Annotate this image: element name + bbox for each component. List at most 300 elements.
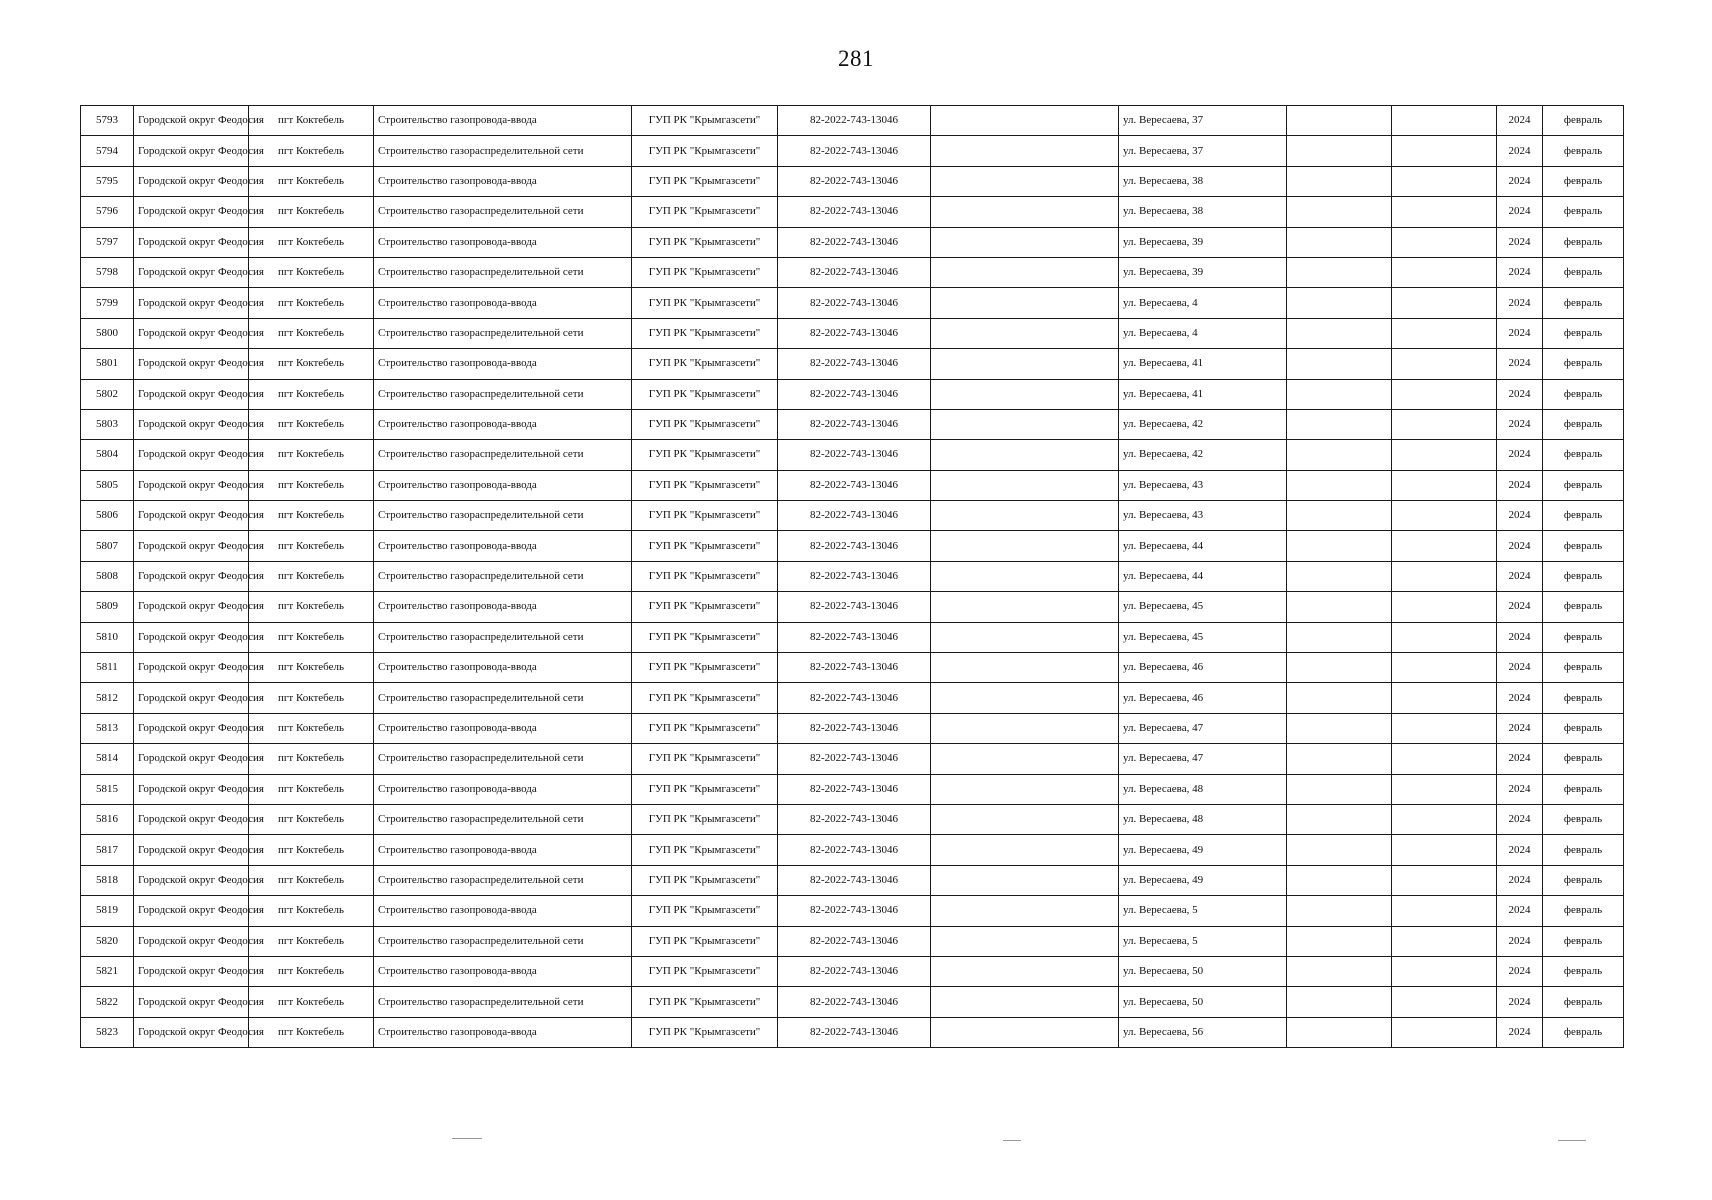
empty-cell [1392,987,1497,1017]
year-cell: 2024 [1497,166,1543,196]
month-cell: февраль [1543,896,1624,926]
code-cell: 82-2022-743-13046 [778,318,931,348]
empty-cell [1392,379,1497,409]
empty-cell [931,956,1119,986]
district-cell: Городской округ Феодосия [134,470,249,500]
year-cell: 2024 [1497,896,1543,926]
address-cell: ул. Вересаева, 39 [1119,257,1287,287]
empty-cell [1392,804,1497,834]
code-cell: 82-2022-743-13046 [778,774,931,804]
district-cell: Городской округ Феодосия [134,318,249,348]
empty-cell [1287,227,1392,257]
settlement-cell: пгт Коктебель [249,896,374,926]
empty-cell [1392,409,1497,439]
empty-cell [1392,926,1497,956]
code-cell: 82-2022-743-13046 [778,896,931,926]
work-type-cell: Строительство газораспределительной сети [374,257,632,287]
organization-cell: ГУП РК "Крымгазсети" [632,379,778,409]
page-number: 281 [838,46,874,71]
table-row [81,804,1624,834]
row-number-cell: 5817 [81,835,134,865]
code-cell: 82-2022-743-13046 [778,987,931,1017]
month-cell: февраль [1543,136,1624,166]
empty-cell [931,349,1119,379]
year-cell: 2024 [1497,379,1543,409]
empty-cell [931,166,1119,196]
year-cell: 2024 [1497,257,1543,287]
organization-cell: ГУП РК "Крымгазсети" [632,956,778,986]
year-cell: 2024 [1497,106,1543,136]
table-row [81,379,1624,409]
empty-cell [931,257,1119,287]
empty-cell [931,683,1119,713]
district-cell: Городской округ Феодосия [134,713,249,743]
work-type-cell: Строительство газораспределительной сети [374,318,632,348]
address-cell: ул. Вересаева, 38 [1119,166,1287,196]
empty-cell [1287,804,1392,834]
empty-cell [1287,501,1392,531]
address-cell: ул. Вересаева, 46 [1119,653,1287,683]
row-number-cell: 5806 [81,501,134,531]
address-cell: ул. Вересаева, 37 [1119,136,1287,166]
month-cell: февраль [1543,683,1624,713]
table-row [81,349,1624,379]
organization-cell: ГУП РК "Крымгазсети" [632,136,778,166]
row-number-cell: 5810 [81,622,134,652]
district-cell: Городской округ Феодосия [134,653,249,683]
address-cell: ул. Вересаева, 39 [1119,227,1287,257]
address-cell: ул. Вересаева, 41 [1119,349,1287,379]
district-cell: Городской округ Феодосия [134,774,249,804]
year-cell: 2024 [1497,956,1543,986]
table-row [81,561,1624,591]
month-cell: февраль [1543,926,1624,956]
district-cell: Городской округ Феодосия [134,227,249,257]
table-row [81,166,1624,196]
month-cell: февраль [1543,349,1624,379]
row-number-cell: 5819 [81,896,134,926]
table-row [81,531,1624,561]
row-number-cell: 5807 [81,531,134,561]
settlement-cell: пгт Коктебель [249,349,374,379]
address-cell: ул. Вересаева, 44 [1119,561,1287,591]
empty-cell [1392,622,1497,652]
table-row [81,926,1624,956]
settlement-cell: пгт Коктебель [249,409,374,439]
work-type-cell: Строительство газопровода-ввода [374,774,632,804]
work-type-cell: Строительство газопровода-ввода [374,349,632,379]
year-cell: 2024 [1497,683,1543,713]
work-type-cell: Строительство газопровода-ввода [374,592,632,622]
table-row [81,106,1624,136]
settlement-cell: пгт Коктебель [249,501,374,531]
settlement-cell: пгт Коктебель [249,106,374,136]
month-cell: февраль [1543,318,1624,348]
table-row [81,835,1624,865]
empty-cell [1392,896,1497,926]
organization-cell: ГУП РК "Крымгазсети" [632,653,778,683]
district-cell: Городской округ Феодосия [134,166,249,196]
month-cell: февраль [1543,197,1624,227]
row-number-cell: 5800 [81,318,134,348]
month-cell: февраль [1543,470,1624,500]
district-cell: Городской округ Феодосия [134,804,249,834]
empty-cell [931,106,1119,136]
district-cell: Городской округ Феодосия [134,531,249,561]
year-cell: 2024 [1497,774,1543,804]
empty-cell [931,926,1119,956]
row-number-cell: 5793 [81,106,134,136]
district-cell: Городской округ Феодосия [134,106,249,136]
year-cell: 2024 [1497,561,1543,591]
work-type-cell: Строительство газораспределительной сети [374,622,632,652]
empty-cell [1392,166,1497,196]
empty-cell [1287,257,1392,287]
empty-cell [1392,744,1497,774]
empty-cell [1287,835,1392,865]
row-number-cell: 5794 [81,136,134,166]
month-cell: февраль [1543,501,1624,531]
empty-cell [1287,349,1392,379]
district-cell: Городской округ Феодосия [134,136,249,166]
settlement-cell: пгт Коктебель [249,774,374,804]
work-type-cell: Строительство газопровода-ввода [374,713,632,743]
work-type-cell: Строительство газораспределительной сети [374,804,632,834]
code-cell: 82-2022-743-13046 [778,440,931,470]
row-number-cell: 5798 [81,257,134,287]
month-cell: февраль [1543,956,1624,986]
year-cell: 2024 [1497,865,1543,895]
empty-cell [1287,956,1392,986]
empty-cell [1392,835,1497,865]
district-cell: Городской округ Феодосия [134,744,249,774]
work-type-cell: Строительство газопровода-ввода [374,227,632,257]
empty-cell [1287,197,1392,227]
work-type-cell: Строительство газопровода-ввода [374,166,632,196]
empty-cell [1287,774,1392,804]
organization-cell: ГУП РК "Крымгазсети" [632,713,778,743]
district-cell: Городской округ Феодосия [134,926,249,956]
code-cell: 82-2022-743-13046 [778,227,931,257]
code-cell: 82-2022-743-13046 [778,713,931,743]
settlement-cell: пгт Коктебель [249,713,374,743]
address-cell: ул. Вересаева, 48 [1119,774,1287,804]
organization-cell: ГУП РК "Крымгазсети" [632,531,778,561]
code-cell: 82-2022-743-13046 [778,197,931,227]
settlement-cell: пгт Коктебель [249,531,374,561]
organization-cell: ГУП РК "Крымгазсети" [632,744,778,774]
empty-cell [931,987,1119,1017]
month-cell: февраль [1543,379,1624,409]
table-row [81,683,1624,713]
month-cell: февраль [1543,804,1624,834]
empty-cell [1392,592,1497,622]
settlement-cell: пгт Коктебель [249,683,374,713]
empty-cell [1287,409,1392,439]
empty-cell [1287,166,1392,196]
month-cell: февраль [1543,106,1624,136]
organization-cell: ГУП РК "Крымгазсети" [632,774,778,804]
empty-cell [1392,197,1497,227]
month-cell: февраль [1543,288,1624,318]
code-cell: 82-2022-743-13046 [778,106,931,136]
code-cell: 82-2022-743-13046 [778,804,931,834]
table-row [81,865,1624,895]
empty-cell [1287,561,1392,591]
code-cell: 82-2022-743-13046 [778,865,931,895]
empty-cell [931,136,1119,166]
district-cell: Городской округ Феодосия [134,865,249,895]
month-cell: февраль [1543,227,1624,257]
month-cell: февраль [1543,835,1624,865]
empty-cell [1392,531,1497,561]
work-type-cell: Строительство газораспределительной сети [374,136,632,166]
empty-cell [1287,318,1392,348]
year-cell: 2024 [1497,288,1543,318]
empty-cell [931,288,1119,318]
month-cell: февраль [1543,592,1624,622]
table-row [81,987,1624,1017]
address-cell: ул. Вересаева, 37 [1119,106,1287,136]
settlement-cell: пгт Коктебель [249,804,374,834]
district-cell: Городской округ Феодосия [134,288,249,318]
address-cell: ул. Вересаева, 38 [1119,197,1287,227]
code-cell: 82-2022-743-13046 [778,835,931,865]
district-cell: Городской округ Феодосия [134,409,249,439]
registry-table [80,105,1624,1048]
scan-artifact [452,1138,482,1139]
settlement-cell: пгт Коктебель [249,865,374,895]
year-cell: 2024 [1497,835,1543,865]
empty-cell [1392,257,1497,287]
empty-cell [1287,926,1392,956]
row-number-cell: 5818 [81,865,134,895]
work-type-cell: Строительство газопровода-ввода [374,653,632,683]
table-row [81,622,1624,652]
settlement-cell: пгт Коктебель [249,1017,374,1047]
empty-cell [1392,106,1497,136]
code-cell: 82-2022-743-13046 [778,257,931,287]
settlement-cell: пгт Коктебель [249,470,374,500]
work-type-cell: Строительство газопровода-ввода [374,409,632,439]
empty-cell [1392,956,1497,986]
empty-cell [1287,896,1392,926]
year-cell: 2024 [1497,227,1543,257]
address-cell: ул. Вересаева, 50 [1119,956,1287,986]
month-cell: февраль [1543,653,1624,683]
empty-cell [1287,106,1392,136]
work-type-cell: Строительство газораспределительной сети [374,561,632,591]
code-cell: 82-2022-743-13046 [778,926,931,956]
work-type-cell: Строительство газопровода-ввода [374,106,632,136]
row-number-cell: 5816 [81,804,134,834]
year-cell: 2024 [1497,622,1543,652]
empty-cell [931,197,1119,227]
row-number-cell: 5822 [81,987,134,1017]
address-cell: ул. Вересаева, 49 [1119,835,1287,865]
address-cell: ул. Вересаева, 46 [1119,683,1287,713]
month-cell: февраль [1543,744,1624,774]
settlement-cell: пгт Коктебель [249,622,374,652]
district-cell: Городской округ Феодосия [134,501,249,531]
scan-artifact [1003,1140,1021,1141]
empty-cell [1287,136,1392,166]
row-number-cell: 5797 [81,227,134,257]
empty-cell [1392,865,1497,895]
settlement-cell: пгт Коктебель [249,440,374,470]
empty-cell [931,379,1119,409]
month-cell: февраль [1543,166,1624,196]
row-number-cell: 5809 [81,592,134,622]
table-row [81,197,1624,227]
organization-cell: ГУП РК "Крымгазсети" [632,106,778,136]
code-cell: 82-2022-743-13046 [778,379,931,409]
empty-cell [1392,501,1497,531]
address-cell: ул. Вересаева, 43 [1119,501,1287,531]
address-cell: ул. Вересаева, 50 [1119,987,1287,1017]
row-number-cell: 5823 [81,1017,134,1047]
year-cell: 2024 [1497,744,1543,774]
address-cell: ул. Вересаева, 43 [1119,470,1287,500]
table-row [81,1017,1624,1047]
organization-cell: ГУП РК "Крымгазсети" [632,440,778,470]
code-cell: 82-2022-743-13046 [778,531,931,561]
settlement-cell: пгт Коктебель [249,926,374,956]
year-cell: 2024 [1497,318,1543,348]
address-cell: ул. Вересаева, 44 [1119,531,1287,561]
month-cell: февраль [1543,531,1624,561]
settlement-cell: пгт Коктебель [249,257,374,287]
address-cell: ул. Вересаева, 45 [1119,622,1287,652]
empty-cell [1392,318,1497,348]
empty-cell [1392,136,1497,166]
empty-cell [1392,288,1497,318]
row-number-cell: 5796 [81,197,134,227]
address-cell: ул. Вересаева, 42 [1119,409,1287,439]
empty-cell [1287,653,1392,683]
work-type-cell: Строительство газопровода-ввода [374,470,632,500]
empty-cell [1287,683,1392,713]
empty-cell [931,440,1119,470]
district-cell: Городской округ Феодосия [134,622,249,652]
district-cell: Городской округ Феодосия [134,835,249,865]
organization-cell: ГУП РК "Крымгазсети" [632,501,778,531]
empty-cell [931,592,1119,622]
year-cell: 2024 [1497,440,1543,470]
code-cell: 82-2022-743-13046 [778,166,931,196]
work-type-cell: Строительство газопровода-ввода [374,835,632,865]
empty-cell [1392,561,1497,591]
empty-cell [1287,987,1392,1017]
organization-cell: ГУП РК "Крымгазсети" [632,865,778,895]
empty-cell [1287,379,1392,409]
row-number-cell: 5808 [81,561,134,591]
empty-cell [1392,349,1497,379]
organization-cell: ГУП РК "Крымгазсети" [632,561,778,591]
empty-cell [931,531,1119,561]
table-row [81,592,1624,622]
district-cell: Городской округ Феодосия [134,379,249,409]
code-cell: 82-2022-743-13046 [778,1017,931,1047]
work-type-cell: Строительство газораспределительной сети [374,987,632,1017]
work-type-cell: Строительство газораспределительной сети [374,197,632,227]
code-cell: 82-2022-743-13046 [778,653,931,683]
code-cell: 82-2022-743-13046 [778,501,931,531]
settlement-cell: пгт Коктебель [249,956,374,986]
year-cell: 2024 [1497,531,1543,561]
district-cell: Городской округ Феодосия [134,956,249,986]
empty-cell [1392,713,1497,743]
empty-cell [931,865,1119,895]
code-cell: 82-2022-743-13046 [778,956,931,986]
settlement-cell: пгт Коктебель [249,227,374,257]
month-cell: февраль [1543,257,1624,287]
year-cell: 2024 [1497,470,1543,500]
row-number-cell: 5821 [81,956,134,986]
empty-cell [931,744,1119,774]
organization-cell: ГУП РК "Крымгазсети" [632,166,778,196]
address-cell: ул. Вересаева, 49 [1119,865,1287,895]
work-type-cell: Строительство газораспределительной сети [374,683,632,713]
address-cell: ул. Вересаева, 47 [1119,744,1287,774]
address-cell: ул. Вересаева, 5 [1119,896,1287,926]
year-cell: 2024 [1497,136,1543,166]
empty-cell [931,227,1119,257]
year-cell: 2024 [1497,987,1543,1017]
code-cell: 82-2022-743-13046 [778,409,931,439]
address-cell: ул. Вересаева, 4 [1119,288,1287,318]
table-row [81,318,1624,348]
empty-cell [1392,470,1497,500]
empty-cell [931,561,1119,591]
code-cell: 82-2022-743-13046 [778,561,931,591]
table-row [81,440,1624,470]
district-cell: Городской округ Феодосия [134,440,249,470]
settlement-cell: пгт Коктебель [249,318,374,348]
settlement-cell: пгт Коктебель [249,835,374,865]
district-cell: Городской округ Феодосия [134,349,249,379]
row-number-cell: 5802 [81,379,134,409]
code-cell: 82-2022-743-13046 [778,349,931,379]
empty-cell [1392,227,1497,257]
empty-cell [1392,774,1497,804]
work-type-cell: Строительство газораспределительной сети [374,379,632,409]
empty-cell [931,774,1119,804]
month-cell: февраль [1543,440,1624,470]
row-number-cell: 5805 [81,470,134,500]
year-cell: 2024 [1497,501,1543,531]
year-cell: 2024 [1497,653,1543,683]
address-cell: ул. Вересаева, 45 [1119,592,1287,622]
settlement-cell: пгт Коктебель [249,166,374,196]
empty-cell [931,804,1119,834]
organization-cell: ГУП РК "Крымгазсети" [632,622,778,652]
year-cell: 2024 [1497,197,1543,227]
empty-cell [1287,592,1392,622]
row-number-cell: 5812 [81,683,134,713]
code-cell: 82-2022-743-13046 [778,683,931,713]
district-cell: Городской округ Феодосия [134,987,249,1017]
empty-cell [931,896,1119,926]
empty-cell [1287,1017,1392,1047]
empty-cell [1287,622,1392,652]
month-cell: февраль [1543,561,1624,591]
empty-cell [931,713,1119,743]
settlement-cell: пгт Коктебель [249,197,374,227]
empty-cell [931,835,1119,865]
work-type-cell: Строительство газопровода-ввода [374,896,632,926]
work-type-cell: Строительство газопровода-ввода [374,288,632,318]
